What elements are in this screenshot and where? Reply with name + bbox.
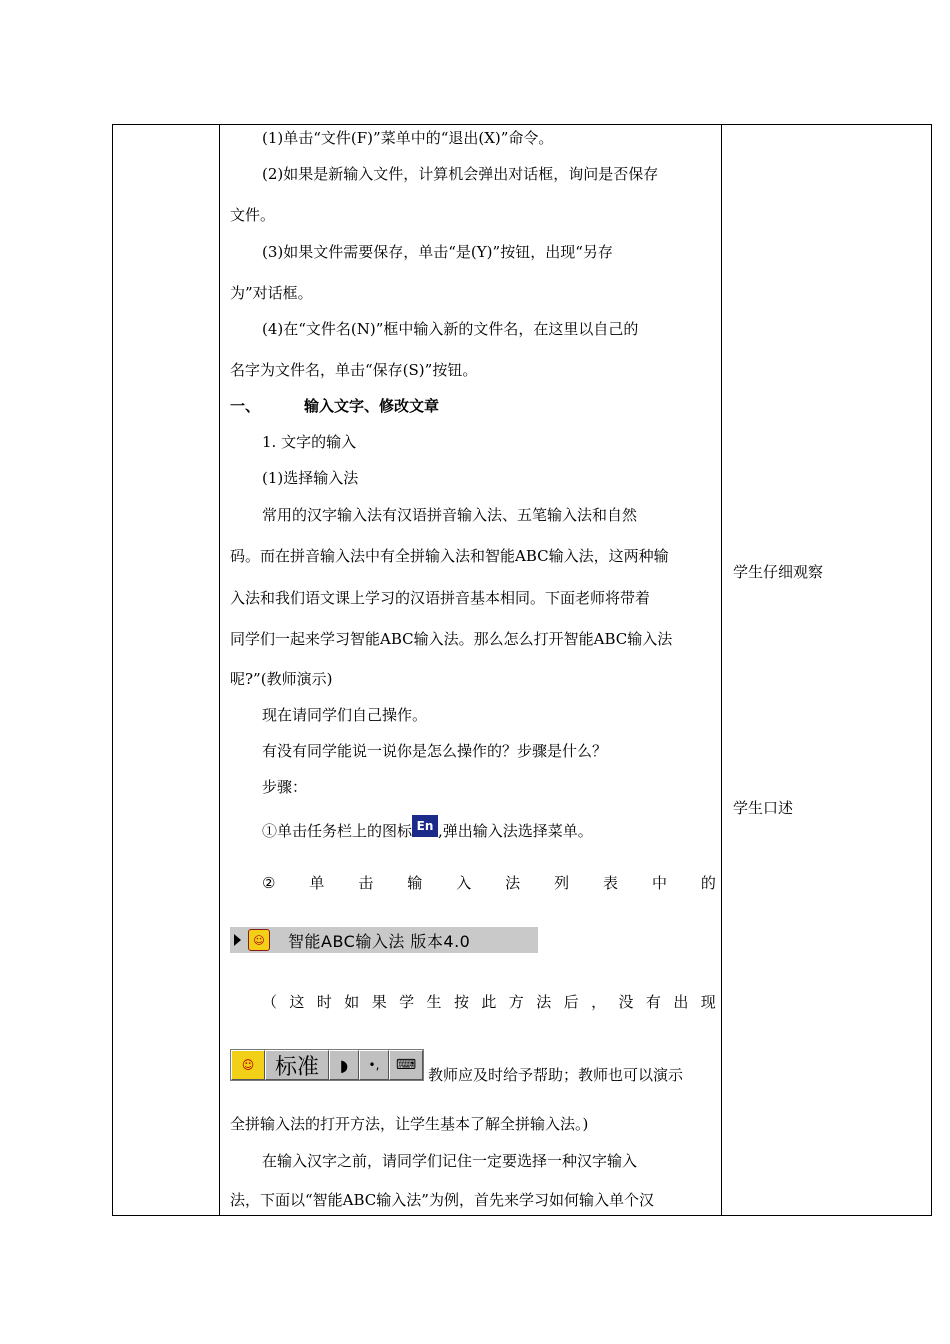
step-2-char: 入	[456, 874, 472, 892]
paragraph-line-4: 同学们一起来学习智能ABC输入法。那么怎么打开智能ABC输入法	[230, 630, 673, 648]
note-char: 没	[618, 993, 634, 1011]
note-char: 生	[426, 993, 442, 1011]
step-2-char: 击	[358, 874, 374, 892]
abc-ime-menu-item[interactable]	[230, 927, 538, 953]
note-char: 方	[508, 993, 524, 1011]
note-char: 法	[536, 993, 552, 1011]
soft-keyboard-icon[interactable]: ⌨	[389, 1050, 423, 1080]
lesson-table	[112, 124, 932, 1216]
note-char: （	[262, 993, 278, 1011]
note-char: ，	[591, 993, 607, 1011]
subheading-input: 1. 文字的输入	[262, 433, 357, 451]
note-line-1	[230, 992, 716, 1012]
note-char: 学	[399, 993, 415, 1011]
step-2-char: 中	[651, 874, 667, 892]
step-1-text: ①单击任务栏上的图标	[262, 822, 413, 840]
question-text: 有没有同学能说一说你是怎么操作的？步骤是什么？	[262, 742, 608, 760]
note-char: 有	[645, 993, 661, 1011]
step-1-text-after: ,弹出输入法选择菜单。	[438, 822, 593, 840]
abc-ime-label: 智能ABC输入法 版本4.0	[288, 931, 471, 951]
closing-line-1: 在输入汉字之前，请同学们记住一定要选择一种汉字输入	[262, 1152, 638, 1170]
steps-label: 步骤：	[262, 778, 308, 796]
heading-number: 一、	[230, 397, 261, 415]
paragraph-line-2: 码。而在拼音输入法中有全拼输入法和智能ABC输入法，这两种输	[230, 547, 669, 565]
note-char: 现	[700, 993, 716, 1011]
subheading-choose-ime: (1)选择输入法	[262, 469, 359, 487]
step-2-char: 法	[505, 874, 521, 892]
column-divider-1	[219, 125, 220, 1215]
step-2-char: 表	[603, 874, 619, 892]
self-operate-text: 现在请同学们自己操作。	[262, 706, 428, 724]
note-char: 按	[453, 993, 469, 1011]
step-2-char: 单	[309, 874, 325, 892]
step-2	[230, 873, 716, 893]
note-after-toolbar: 教师应及时给予帮助；教师也可以演示	[428, 1066, 684, 1084]
note-char: 出	[673, 993, 689, 1011]
section-heading	[230, 396, 716, 416]
step-exit-3b: 为”对话框。	[230, 284, 313, 302]
half-width-moon-icon[interactable]: ◗	[329, 1050, 359, 1080]
ime-switch-face-icon[interactable]: ☺	[231, 1050, 265, 1080]
step-exit-1: (1)单击“文件(F)”菜单中的“退出(X)”命令。	[262, 129, 554, 147]
step-exit-2a: (2)如果是新输入文件，计算机会弹出对话框，询问是否保存	[262, 165, 659, 183]
abc-ime-face-icon: ☺	[248, 929, 270, 951]
step-exit-4b: 名字为文件名，单击“保存(S)”按钮。	[230, 361, 478, 379]
step-1	[230, 815, 716, 845]
note-end: 全拼输入法的打开方法，让学生基本了解全拼输入法。)	[230, 1115, 589, 1133]
step-2-char: ②	[262, 874, 276, 892]
paragraph-line-3: 入法和我们语文课上学习的汉语拼音基本相同。下面老师将带着	[230, 589, 651, 607]
note-char: 这	[289, 993, 305, 1011]
step-2-char: 的	[700, 874, 716, 892]
side-note-oral: 学生口述	[733, 799, 794, 817]
note-char: 时	[316, 993, 332, 1011]
en-language-icon: En	[412, 815, 438, 837]
ime-mode-standard-button[interactable]: 标准	[265, 1050, 329, 1080]
punctuation-icon[interactable]: •,	[359, 1050, 389, 1080]
paragraph-line-1: 常用的汉字输入法有汉语拼音输入法、五笔输入法和自然	[262, 506, 638, 524]
step-exit-3a: (3)如果文件需要保存，单击“是(Y)”按钮，出现“另存	[262, 243, 613, 261]
note-char: 此	[481, 993, 497, 1011]
note-char: 果	[371, 993, 387, 1011]
column-divider-2	[721, 125, 722, 1215]
ime-status-toolbar	[230, 1049, 424, 1081]
step-2-char: 输	[407, 874, 423, 892]
side-note-observe: 学生仔细观察	[733, 563, 824, 581]
heading-text: 输入文字、修改文章	[304, 397, 440, 415]
closing-line-2: 法，下面以“智能ABC输入法”为例，首先来学习如何输入单个汉	[230, 1191, 654, 1209]
submenu-arrow-icon	[234, 934, 241, 946]
step-exit-2b: 文件。	[230, 206, 276, 224]
note-char: 如	[344, 993, 360, 1011]
note-char: 后	[563, 993, 579, 1011]
paragraph-line-5: 呢?”(教师演示)	[230, 670, 333, 688]
step-2-char: 列	[554, 874, 570, 892]
step-exit-4a: (4)在“文件名(N)”框中输入新的文件名，在这里以自己的	[262, 320, 639, 338]
